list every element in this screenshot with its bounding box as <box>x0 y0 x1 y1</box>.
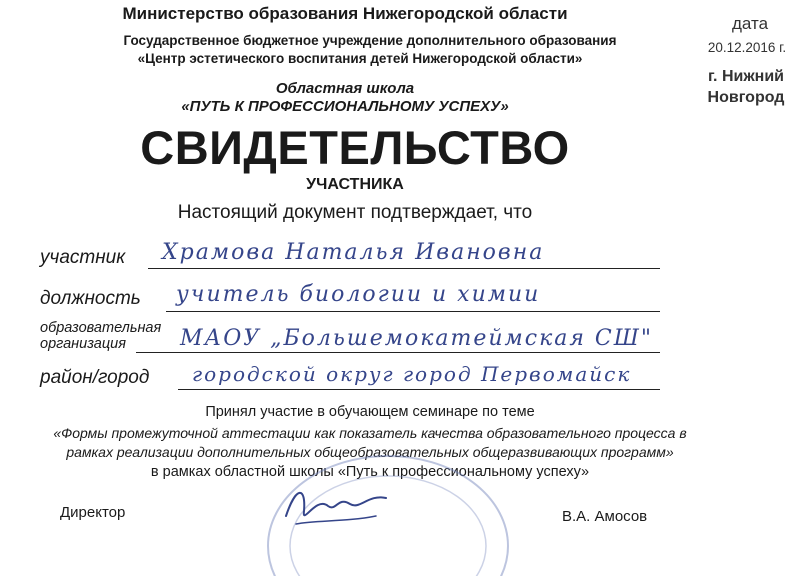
district-underline <box>178 389 660 390</box>
organization-underline <box>136 352 660 353</box>
position-label: должность <box>40 288 141 309</box>
school-line-2: «ПУТЬ К ПРОФЕССИОНАЛЬНОМУ УСПЕХУ» <box>181 98 509 115</box>
city-line-1: г. Нижний <box>707 68 785 85</box>
participant-value: Храмова Наталья Ивановна <box>162 240 545 265</box>
city-line-2: Новгород <box>707 89 785 106</box>
city-block <box>692 66 800 108</box>
director-name: В.А. Амосов <box>562 508 648 525</box>
seminar-intro: Принял участие в обучающем семинаре по теме <box>205 404 535 420</box>
seminar-topic-line-1: «Формы промежуточной аттестации как показатель качества образовательного процесса в <box>53 425 687 441</box>
ministry-heading: Министерство образования Нижегородской области <box>122 4 568 23</box>
institution-line-2: «Центр эстетического воспитания детей Нижегородской области» <box>137 51 583 66</box>
position-value: учитель биологии и химии <box>176 282 541 307</box>
organization-label <box>40 320 161 352</box>
seminar-topic-line-2: рамках реализации дополнительных общеобразовательных общеразвивающих программ» <box>66 444 674 460</box>
participant-label: участник <box>40 247 126 268</box>
organization-label-line-1: образовательная <box>40 320 162 336</box>
director-signature <box>276 476 396 536</box>
school-context: в рамках областной школы «Путь к профессиональному успеху» <box>150 464 590 480</box>
organization-label-line-2: организация <box>40 336 126 352</box>
institution-line-1: Государственное бюджетное учреждение дополнительного образования <box>123 33 617 48</box>
position-underline <box>166 311 660 312</box>
school-line-1: Областная школа <box>275 80 415 97</box>
participant-underline <box>148 268 660 269</box>
confirm-text: Настоящий документ подтверждает, что <box>177 202 533 223</box>
director-label: Директор <box>60 504 126 521</box>
certificate-title: СВИДЕТЕЛЬСТВО <box>140 121 570 174</box>
certificate-subtitle: УЧАСТНИКА <box>306 176 404 193</box>
date-value: 20.12.2016 г. <box>707 40 787 55</box>
district-label: район/город <box>40 367 150 388</box>
date-label: дата <box>731 14 769 33</box>
organization-value: МАОУ „Большемокатеймская СШ" <box>180 326 653 351</box>
district-value: городской округ город Первомайск <box>192 362 632 386</box>
